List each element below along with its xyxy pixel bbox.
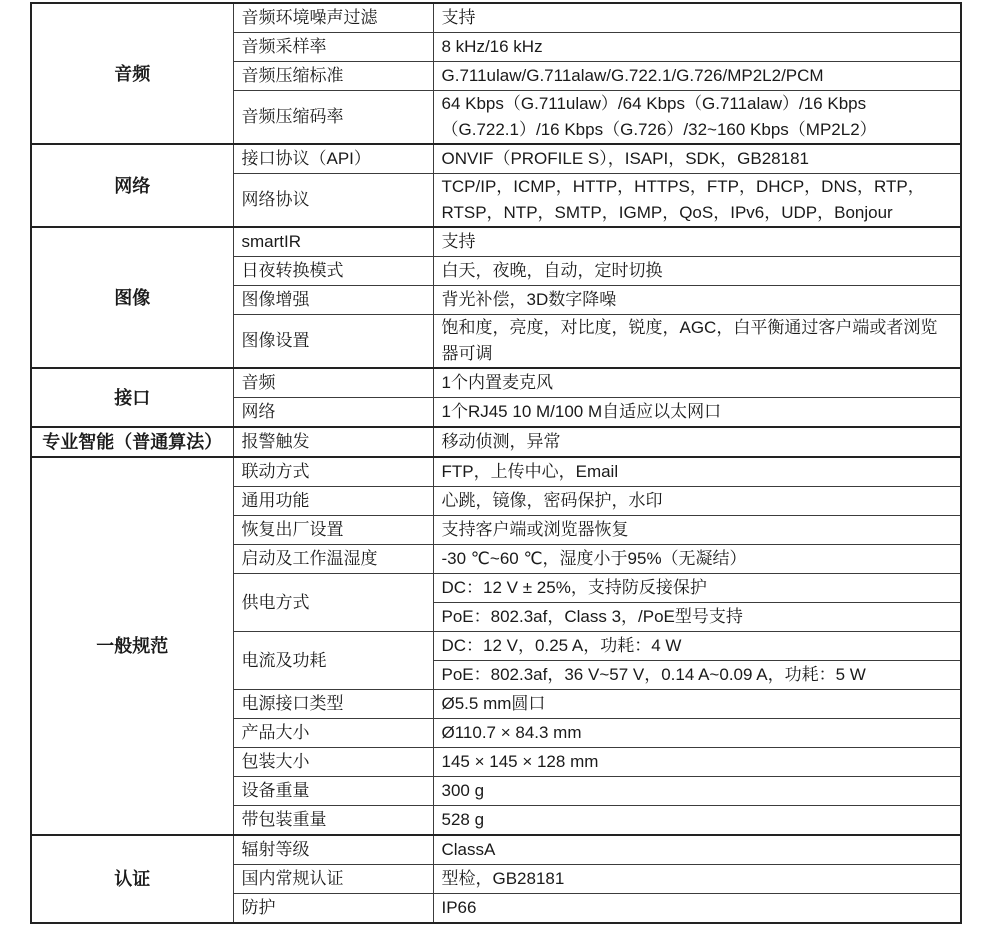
param-cell: 音频采样率 (233, 33, 433, 62)
value-cell: PoE：802.3af，36 V~57 V，0.14 A~0.09 A，功耗：5 W (433, 661, 961, 690)
value-cell: DC：12 V，0.25 A，功耗：4 W (433, 632, 961, 661)
value-cell: 300 g (433, 777, 961, 806)
value-cell: 1个内置麦克风 (433, 368, 961, 398)
param-cell: 辐射等级 (233, 835, 433, 865)
param-cell: 报警触发 (233, 427, 433, 457)
category-cell: 专业智能（普通算法） (31, 427, 233, 457)
table-row (31, 144, 961, 174)
table-row (31, 368, 961, 398)
value-cell: Ø5.5 mm圆口 (433, 690, 961, 719)
param-cell: 音频压缩码率 (233, 91, 433, 145)
param-cell: 国内常规认证 (233, 865, 433, 894)
value-cell: 1个RJ45 10 M/100 M自适应以太网口 (433, 398, 961, 428)
category-cell: 一般规范 (31, 457, 233, 835)
param-cell: 图像增强 (233, 286, 433, 315)
value-cell: 145 × 145 × 128 mm (433, 748, 961, 777)
param-cell: smartIR (233, 227, 433, 257)
param-cell: 带包装重量 (233, 806, 433, 836)
table-row (31, 457, 961, 487)
param-cell: 设备重量 (233, 777, 433, 806)
category-cell: 接口 (31, 368, 233, 427)
value-cell: 528 g (433, 806, 961, 836)
param-cell: 电流及功耗 (233, 632, 433, 690)
value-cell: Ø110.7 × 84.3 mm (433, 719, 961, 748)
param-cell: 防护 (233, 894, 433, 924)
value-cell: PoE：802.3af，Class 3，/PoE型号支持 (433, 603, 961, 632)
category-cell: 网络 (31, 144, 233, 227)
param-cell: 启动及工作温湿度 (233, 545, 433, 574)
value-cell: IP66 (433, 894, 961, 924)
param-cell: 产品大小 (233, 719, 433, 748)
value-cell: 型检，GB28181 (433, 865, 961, 894)
spec-table (30, 2, 962, 924)
param-cell: 图像设置 (233, 315, 433, 369)
param-cell: 网络 (233, 398, 433, 428)
spec-table-body (31, 3, 961, 923)
value-cell: ONVIF（PROFILE S），ISAPI，SDK，GB28181 (433, 144, 961, 174)
param-cell: 恢复出厂设置 (233, 516, 433, 545)
param-cell: 电源接口类型 (233, 690, 433, 719)
value-cell: 白天，夜晚，自动，定时切换 (433, 257, 961, 286)
param-cell: 供电方式 (233, 574, 433, 632)
param-cell: 接口协议（API） (233, 144, 433, 174)
value-cell: 心跳，镜像，密码保护，水印 (433, 487, 961, 516)
value-cell: DC：12 V ± 25%，支持防反接保护 (433, 574, 961, 603)
value-cell: ClassA (433, 835, 961, 865)
category-cell: 认证 (31, 835, 233, 923)
param-cell: 包装大小 (233, 748, 433, 777)
param-cell: 日夜转换模式 (233, 257, 433, 286)
value-cell: 支持客户端或浏览器恢复 (433, 516, 961, 545)
value-cell: -30 ℃~60 ℃，湿度小于95%（无凝结） (433, 545, 961, 574)
param-cell: 音频 (233, 368, 433, 398)
param-cell: 网络协议 (233, 174, 433, 228)
value-cell: 64 Kbps（G.711ulaw）/64 Kbps（G.711alaw）/16 Kbps （G.722.1）/16 Kbps（G.726）/32~160 Kbps（MP2L2） (433, 91, 961, 145)
value-cell: 支持 (433, 227, 961, 257)
value-cell: 背光补偿，3D数字降噪 (433, 286, 961, 315)
table-row (31, 227, 961, 257)
value-cell: 8 kHz/16 kHz (433, 33, 961, 62)
param-cell: 联动方式 (233, 457, 433, 487)
table-row (31, 3, 961, 33)
param-cell: 音频压缩标准 (233, 62, 433, 91)
param-cell: 音频环境噪声过滤 (233, 3, 433, 33)
value-cell: 支持 (433, 3, 961, 33)
param-cell: 通用功能 (233, 487, 433, 516)
table-row (31, 835, 961, 865)
value-cell: G.711ulaw/G.711alaw/G.722.1/G.726/MP2L2/PCM (433, 62, 961, 91)
value-cell: 移动侦测，异常 (433, 427, 961, 457)
category-cell: 音频 (31, 3, 233, 144)
category-cell: 图像 (31, 227, 233, 368)
value-cell: TCP/IP，ICMP，HTTP，HTTPS，FTP，DHCP，DNS，RTP，RTSP，NTP，SMTP，IGMP，QoS，IPv6，UDP，Bonjour (433, 174, 961, 228)
value-cell: 饱和度，亮度，对比度，锐度，AGC，白平衡通过客户端或者浏览器可调 (433, 315, 961, 369)
table-row (31, 427, 961, 457)
value-cell: FTP，上传中心，Email (433, 457, 961, 487)
